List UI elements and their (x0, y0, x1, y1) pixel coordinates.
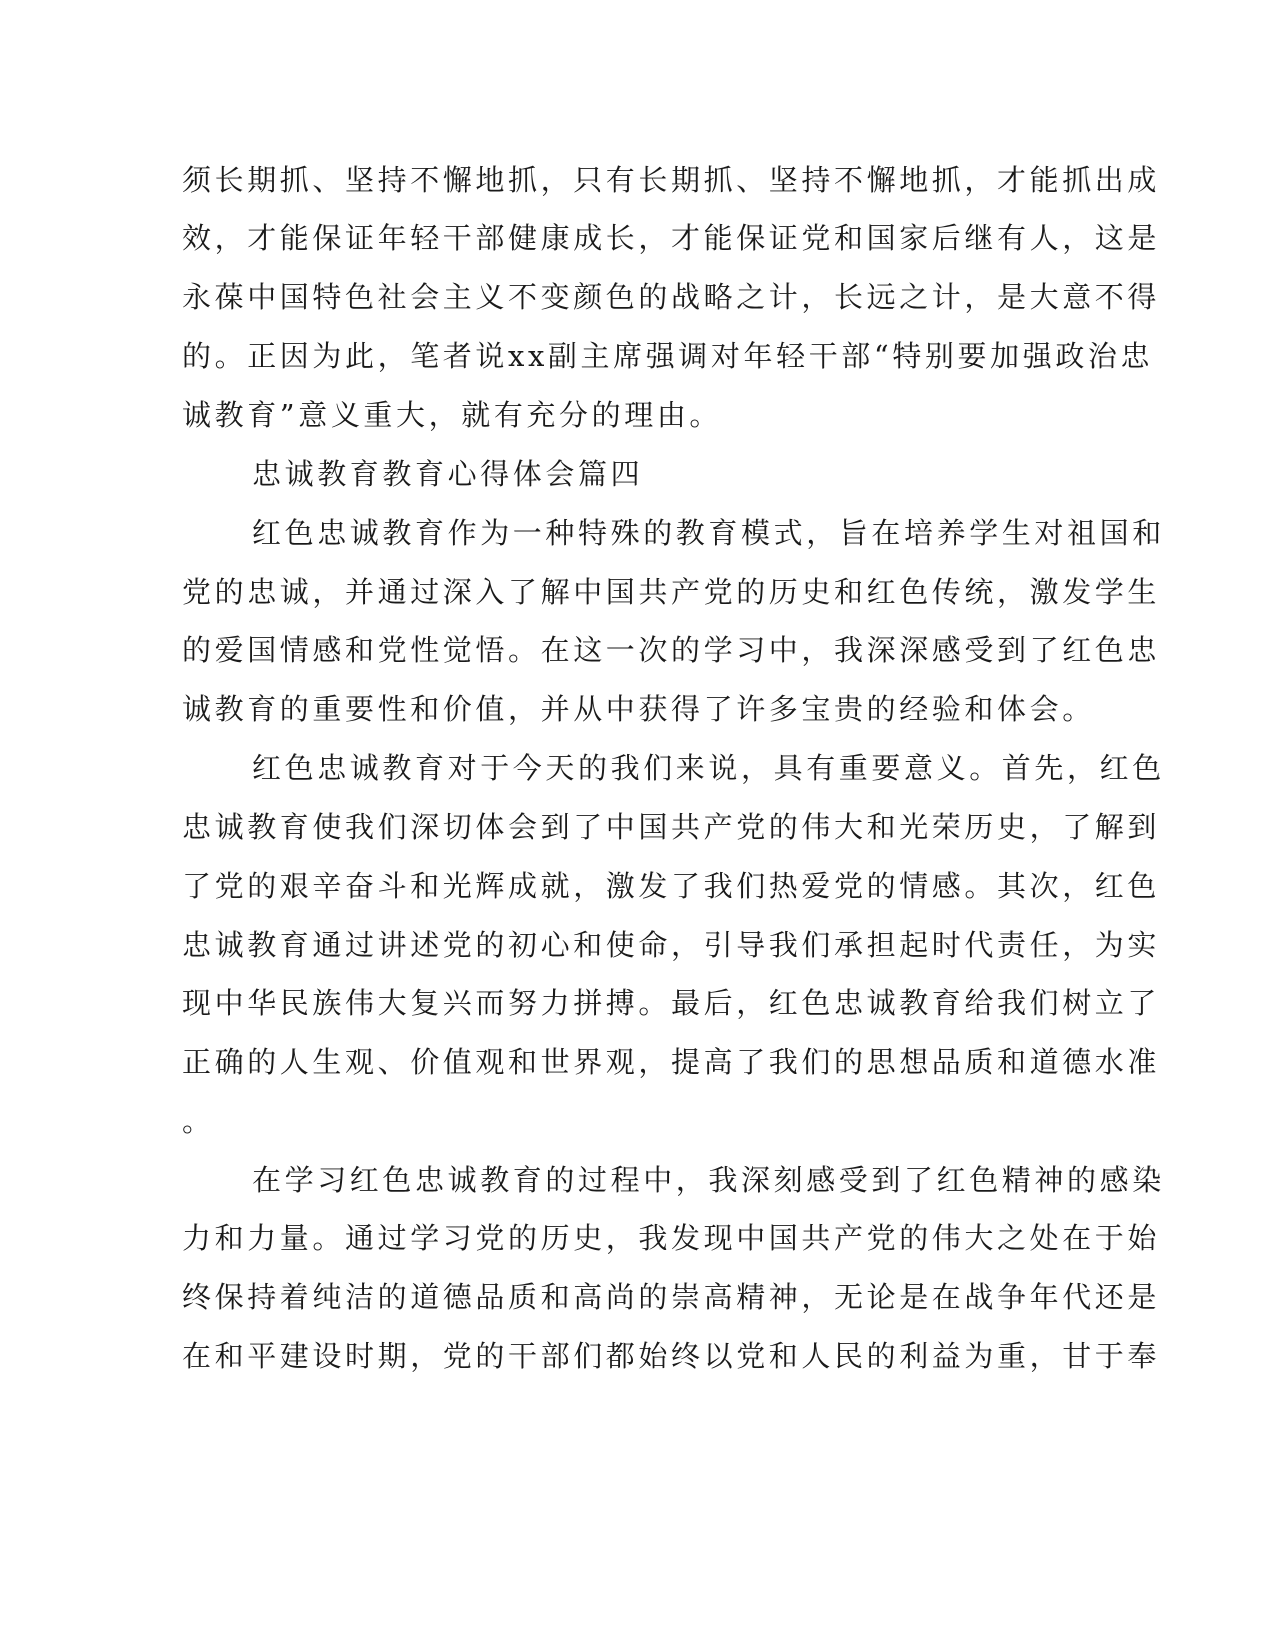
text-line: 在和平建设时期，党的干部们都始终以党和人民的利益为重，甘于奉 (182, 1339, 1161, 1373)
text-line: 了党的艰辛奋斗和光辉成就，激发了我们热爱党的情感。其次，红色 (182, 869, 1161, 903)
text-line: 的爱国情感和党性觉悟。在这一次的学习中，我深深感受到了红色忠 (182, 633, 1161, 667)
text-line: 红色忠诚教育作为一种特殊的教育模式，旨在培养学生对祖国和 (252, 516, 1165, 550)
text-line: 效，才能保证年轻干部健康成长，才能保证党和国家后继有人，这是 (182, 221, 1161, 255)
text-line: 忠诚教育使我们深切体会到了中国共产党的伟大和光荣历史，了解到 (182, 810, 1161, 844)
text-line: 忠诚教育通过讲述党的初心和使命，引导我们承担起时代责任，为实 (182, 928, 1161, 962)
text-line: 力和力量。通过学习党的历史，我发现中国共产党的伟大之处在于始 (182, 1221, 1161, 1255)
text-line: 。 (182, 1104, 215, 1138)
text-line: 的。正因为此，笔者说xx副主席强调对年轻干部“特别要加强政治忠 (182, 339, 1154, 373)
text-line: 诚教育的重要性和价值，并从中获得了许多宝贵的经验和体会。 (182, 692, 1095, 726)
text-line: 终保持着纯洁的道德品质和高尚的崇高精神，无论是在战争年代还是 (182, 1280, 1161, 1314)
text-line: 须长期抓、坚持不懈地抓，只有长期抓、坚持不懈地抓，才能抓出成 (182, 163, 1161, 197)
text-line: 党的忠诚，并通过深入了解中国共产党的历史和红色传统，激发学生 (182, 575, 1161, 609)
text-line: 正确的人生观、价值观和世界观，提高了我们的思想品质和道德水准 (182, 1045, 1161, 1079)
text-line: 在学习红色忠诚教育的过程中，我深刻感受到了红色精神的感染 (252, 1163, 1165, 1197)
text-line: 诚教育”意义重大，就有充分的理由。 (182, 398, 723, 432)
section-heading: 忠诚教育教育心得体会篇四 (252, 457, 644, 491)
text-line: 永葆中国特色社会主义不变颜色的战略之计，长远之计，是大意不得 (182, 280, 1161, 314)
text-line: 现中华民族伟大复兴而努力拼搏。最后，红色忠诚教育给我们树立了 (182, 986, 1161, 1020)
text-line: 红色忠诚教育对于今天的我们来说，具有重要意义。首先，红色 (252, 751, 1165, 785)
